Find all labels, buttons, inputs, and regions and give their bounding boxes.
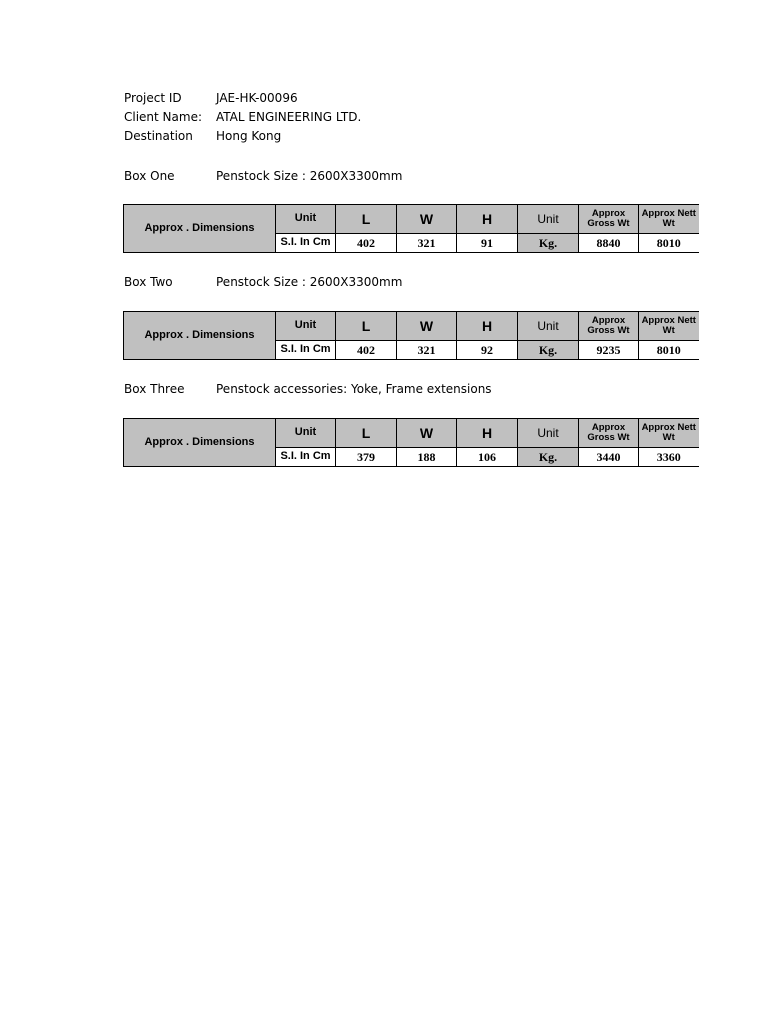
si-unit-cell: S.I. In Cm bbox=[276, 341, 336, 360]
gross-weight-value: 3440 bbox=[579, 448, 639, 467]
project-id-value: JAE-HK-00096 bbox=[216, 91, 298, 105]
height-value: 106 bbox=[457, 448, 518, 467]
gross-weight-value: 8840 bbox=[579, 234, 639, 253]
unit-header: Unit bbox=[276, 419, 336, 448]
box-title: Box Two bbox=[124, 275, 173, 289]
dimensions-table bbox=[123, 311, 699, 360]
weight-unit-header: Unit bbox=[518, 419, 579, 448]
height-value: 92 bbox=[457, 341, 518, 360]
length-value: 402 bbox=[336, 341, 397, 360]
box-title: Box One bbox=[124, 169, 175, 183]
unit-header: Unit bbox=[276, 205, 336, 234]
width-value: 188 bbox=[397, 448, 457, 467]
box-description: Penstock Size : 2600X3300mm bbox=[216, 169, 403, 183]
gross-weight-header: Approx Gross Wt bbox=[579, 419, 639, 448]
kg-unit-cell: Kg. bbox=[518, 448, 579, 467]
approx-dimensions-label: Approx . Dimensions bbox=[124, 312, 276, 360]
gross-weight-header: Approx Gross Wt bbox=[579, 205, 639, 234]
gross-weight-value: 9235 bbox=[579, 341, 639, 360]
destination-label: Destination bbox=[124, 129, 193, 143]
height-header: H bbox=[457, 419, 518, 448]
length-header: L bbox=[336, 419, 397, 448]
client-name-label: Client Name: bbox=[124, 110, 202, 124]
length-value: 402 bbox=[336, 234, 397, 253]
height-header: H bbox=[457, 312, 518, 341]
length-value: 379 bbox=[336, 448, 397, 467]
box-description: Penstock accessories: Yoke, Frame extensions bbox=[216, 382, 492, 396]
box-description: Penstock Size : 2600X3300mm bbox=[216, 275, 403, 289]
weight-unit-header: Unit bbox=[518, 205, 579, 234]
width-header: W bbox=[397, 312, 457, 341]
width-value: 321 bbox=[397, 234, 457, 253]
dimensions-table bbox=[123, 418, 699, 467]
kg-unit-cell: Kg. bbox=[518, 234, 579, 253]
weight-unit-header: Unit bbox=[518, 312, 579, 341]
length-header: L bbox=[336, 205, 397, 234]
nett-weight-header: Approx Nett Wt bbox=[639, 205, 699, 234]
nett-weight-value: 8010 bbox=[639, 341, 699, 360]
width-header: W bbox=[397, 205, 457, 234]
gross-weight-header: Approx Gross Wt bbox=[579, 312, 639, 341]
nett-weight-value: 3360 bbox=[639, 448, 699, 467]
unit-header: Unit bbox=[276, 312, 336, 341]
client-name-value: ATAL ENGINEERING LTD. bbox=[216, 110, 362, 124]
destination-value: Hong Kong bbox=[216, 129, 282, 143]
si-unit-cell: S.I. In Cm bbox=[276, 448, 336, 467]
width-value: 321 bbox=[397, 341, 457, 360]
nett-weight-header: Approx Nett Wt bbox=[639, 312, 699, 341]
height-value: 91 bbox=[457, 234, 518, 253]
approx-dimensions-label: Approx . Dimensions bbox=[124, 419, 276, 467]
length-header: L bbox=[336, 312, 397, 341]
si-unit-cell: S.I. In Cm bbox=[276, 234, 336, 253]
project-id-label: Project ID bbox=[124, 91, 182, 105]
approx-dimensions-label: Approx . Dimensions bbox=[124, 205, 276, 253]
width-header: W bbox=[397, 419, 457, 448]
height-header: H bbox=[457, 205, 518, 234]
dimensions-table bbox=[123, 204, 699, 253]
nett-weight-value: 8010 bbox=[639, 234, 699, 253]
nett-weight-header: Approx Nett Wt bbox=[639, 419, 699, 448]
kg-unit-cell: Kg. bbox=[518, 341, 579, 360]
box-title: Box Three bbox=[124, 382, 185, 396]
